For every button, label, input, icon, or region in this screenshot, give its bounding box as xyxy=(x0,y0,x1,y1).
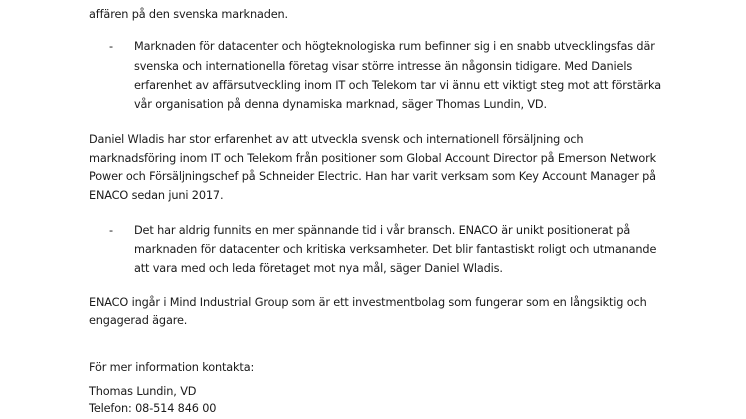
bullet-dash: - xyxy=(109,40,114,53)
contact-name: Thomas Lundin, VD xyxy=(89,385,197,398)
text-line: vår organisation på denna dynamiska marknad, säger Thomas Lundin, VD. xyxy=(134,98,547,111)
text-line: marknaden för datacenter och kritiska verksamheter. Det blir fantastiskt roligt och utmanande xyxy=(134,243,657,256)
text-line: ENACO ingår i Mind Industrial Group som är ett investmentbolag som fungerar som en långsiktig och xyxy=(89,296,647,309)
text-line: affären på den svenska marknaden. xyxy=(89,8,288,21)
text-line: svenska och internationella företag visar större intresse än någonsin tidigare. Med Daniels xyxy=(134,60,633,73)
text-line: Power och Försäljningschef på Schneider Electric. Han har varit verksam som Key Account Manager på xyxy=(89,170,656,183)
text-line: marknadsföring inom IT och Telekom från positioner som Global Account Director på Emerson Network xyxy=(89,152,657,165)
contact-phone: Telefon: 08-514 846 00 xyxy=(89,402,217,415)
text-line: ENACO sedan juni 2017. xyxy=(89,189,224,202)
contact-heading: För mer information kontakta: xyxy=(89,361,255,374)
text-line: Daniel Wladis har stor erfarenhet av att utveckla svensk och internationell försäljning och xyxy=(89,133,584,146)
text-line: erfarenhet av affärsutveckling inom IT och Telekom tar vi ännu ett viktigt steg mot att förstärka xyxy=(134,79,661,92)
text-line: engagerad ägare. xyxy=(89,314,188,327)
text-line: att vara med och leda företaget mot nya mål, säger Daniel Wladis. xyxy=(134,262,503,275)
text-line: Marknaden för datacenter och högteknologiska rum befinner sig i en snabb utvecklingsfas där xyxy=(134,40,655,53)
text-line: Det har aldrig funnits en mer spännande tid i vår bransch. ENACO är unikt positionerat på xyxy=(134,224,631,237)
bullet-dash: - xyxy=(109,224,114,237)
